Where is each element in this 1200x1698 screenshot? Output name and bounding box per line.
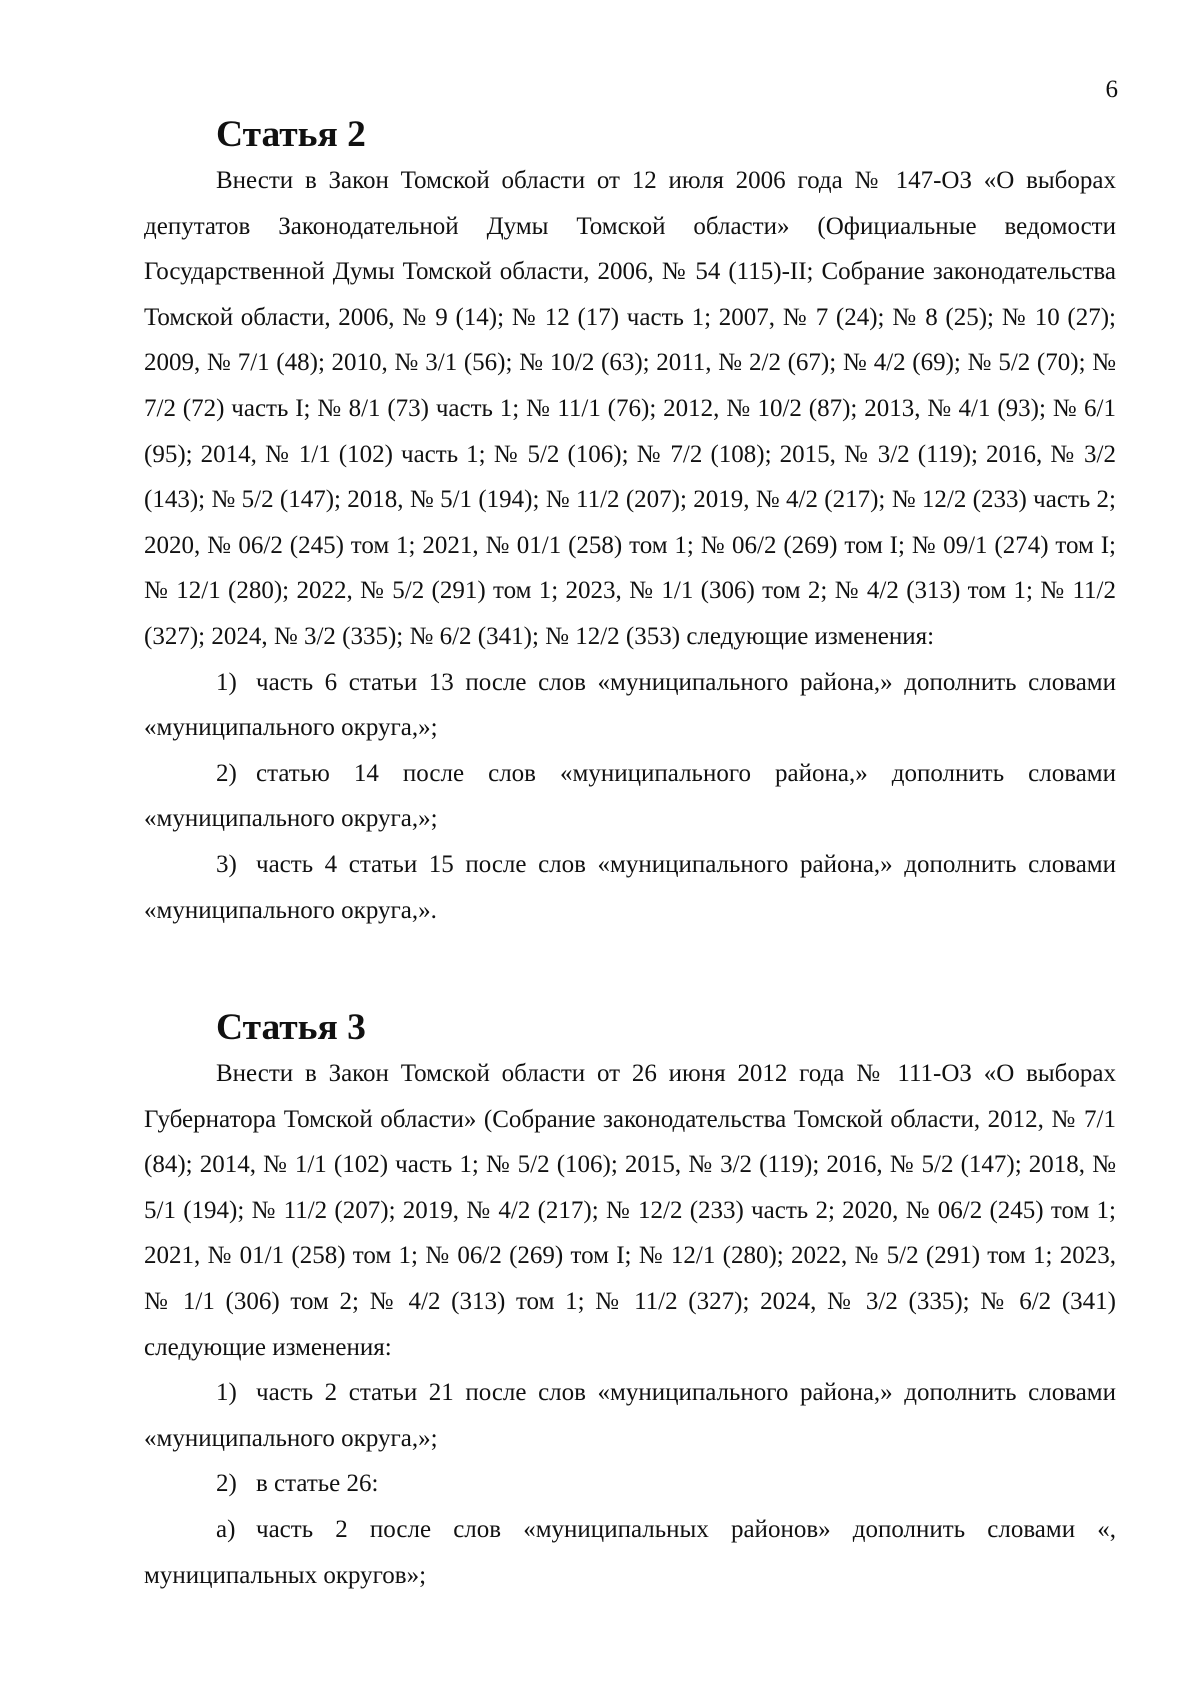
article-2-intro: Внести в Закон Томской области от 12 июля 2006 года № 147-ОЗ «О выборах депутатов Законодательной Думы Томской области» (Официальные ведомости Государственной Думы Томской области, 2006, № 54 (115)-II; Собрание законодательства Томской области, 2006, № 9 (14); № 12 (17) часть 1; 2007, № 7 (24); № 8 (25); № 10 (27); 2009, № 7/1 (48); 2010, № 3/1 (56); № 10/2 (63); 2011, № 2/2 (67); № 4/2 (69); № 5/2 (70); № 7/2 (72) часть I; № 8/1 (73) часть 1; № 11/1 (76); 2012, № 10/2 (87); 2013, № 4/1 (93); № 6/1 (95); 2014, № 1/1 (102) часть 1; № 5/2 (106); № 7/2 (108); 2015, № 3/2 (119); 2016, № 3/2 (143); № 5/2 (147); 2018, № 5/1 (194); № 11/2 (207); 2019, № 4/2 (217); № 12/2 (233) часть 2; 2020, № 06/2 (245) том 1; 2021, № 01/1 (258) том 1; № 06/2 (269) том I; № 09/1 (274) том I; № 12/1 (280); 2022, № 5/2 (291) том 1; 2023, № 1/1 (306) том 2; № 4/2 (313) том 1; № 11/2 (327); 2024, № 3/2 (335); № 6/2 (341); № 12/2 (353) следующие изменения: <box>144 167 1116 650</box>
item-text: часть 2 после слов «муниципальных районов» дополнить словами «, муниципальных округов»; <box>144 1516 1116 1589</box>
article-3-item-1 <box>144 1370 1116 1461</box>
article-2-section <box>144 112 1116 933</box>
article-3-item-2a <box>144 1507 1116 1598</box>
article-2-item-2 <box>144 751 1116 842</box>
item-number: 2) <box>216 1470 237 1498</box>
item-number: 3) <box>216 850 237 878</box>
article-3-title: Статья 3 <box>216 1007 366 1049</box>
article-2-title: Статья 2 <box>216 114 366 155</box>
article-3-item-2 <box>144 1461 1116 1507</box>
article-2-item-1 <box>144 660 1116 751</box>
item-number: 1) <box>216 1379 237 1407</box>
page-number: 6 <box>1105 76 1118 103</box>
article-2-item-3 <box>144 842 1116 933</box>
article-3-section <box>144 1005 1116 1598</box>
item-number: а) <box>216 1516 236 1544</box>
item-text: часть 4 статьи 15 после слов «муниципального района,» дополнить словами «муниципального округа,». <box>144 850 1116 924</box>
article-3-intro: Внести в Закон Томской области от 26 июня 2012 года № 111-ОЗ «О выборах Губернатора Томской области» (Собрание законодательства Томской области, 2012, № 7/1 (84); 2014, № 1/1 (102) часть 1; № 5/2 (106); 2015, № 3/2 (119); 2016, № 5/2 (147); 2018, № 5/1 (194); № 11/2 (207); 2019, № 4/2 (217); № 12/2 (233) часть 2; 2020, № 06/2 (245) том 1; 2021, № 01/1 (258) том 1; № 06/2 (269) том I; № 12/1 (280); 2022, № 5/2 (291) том 1; 2023, № 1/1 (306) том 2; № 4/2 (313) том 1; № 11/2 (327); 2024, № 3/2 (335); № 6/2 (341) следующие изменения: <box>144 1060 1116 1361</box>
item-text: часть 6 статьи 13 после слов «муниципального района,» дополнить словами «муниципального округа,»; <box>144 668 1116 742</box>
item-number: 2) <box>216 759 237 787</box>
item-number: 1) <box>216 668 237 696</box>
item-text: статью 14 после слов «муниципального района,» дополнить словами «муниципального округа,»; <box>144 759 1116 833</box>
item-text: часть 2 статьи 21 после слов «муниципального района,» дополнить словами «муниципального округа,»; <box>144 1379 1116 1452</box>
section-spacer <box>144 933 1116 1005</box>
item-text: в статье 26: <box>256 1470 379 1498</box>
document-body <box>144 112 1116 1598</box>
